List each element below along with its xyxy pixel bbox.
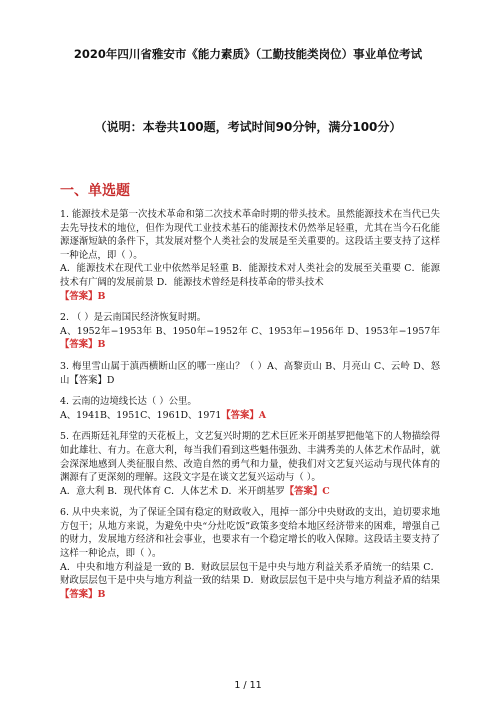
question-answer: 【答案】B — [60, 588, 106, 600]
question-answer: 【答案】D — [69, 374, 115, 386]
question-list — [60, 208, 440, 609]
question-stem: 4. 云南的边境线长达（ ）公里。 — [60, 396, 197, 408]
question-stem: 1. 能源技术是第一次技术革命和第二次技术革命时期的带头技术。虽然能源技术在当代已失去先导技术的地位，但作为现代工业技术基石的能源技术仍然举足轻重，尤其在当今石化能源逐渐短缺的条件下，其发展对整个人类社会的发展是至关重要的。这段话主要支持了这样一种论点，即（ ）。 — [60, 209, 440, 261]
question-stem: 5. 在西斯廷礼拜堂的天花板上，文艺复兴时期的艺术巨匠米开朗基罗把他笔下的人物描绘得如此雄壮、有力。在意大利，每当我们看到这些魁伟强劲、丰满秀美的人体艺术作品时，就会深深地感到人类征服自然、改造自然的勇气和力量，使我们对文艺复兴运动与现代体育的渊源有了更深刻的理解。这段文字是在谈文艺复兴运动与（ ）。 — [60, 431, 440, 484]
question-stem: 3. 梅里雪山属于滇西横断山区的哪一座山？（ ）A、高黎贡山 B、月亮山 C、云岭 D、怒山 — [60, 360, 440, 386]
page-number: 1 / 11 — [234, 680, 262, 691]
question-stem: 2. （ ）是云南国民经济恢复时期。 — [60, 312, 207, 324]
question-item — [60, 311, 440, 352]
exam-instructions: （说明：本卷共100题，考试时间90分钟，满分100分） — [94, 120, 402, 134]
question-item — [60, 208, 440, 303]
question-options: A、1952年−1953年 B、1950年−1952年 C、1953年−1956年 D、1953年−1957年 — [60, 325, 440, 337]
question-answer: 【答案】C — [284, 485, 330, 497]
question-item — [60, 506, 440, 601]
question-stem: 6. 从中央来说，为了保证全国有稳定的财政收入，甩掉一部分中央财政的支出，迫切要求地方包干；从地方来说，为避免中央“分灶吃饭”政策多变给本地区经济带来的困难，增强自己的财力，发展地方经济和社会事业，也要求有一个稳定增长的收入保障。这段话主要支持了这样一种论点，即（ ）。 — [60, 507, 440, 560]
question-options: A．能源技术在现代工业中依然举足轻重 B．能源技术对人类社会的发展至关重要 C．能源技术有广阔的发展前景 D．能源技术曾经是科技革命的带头技术 — [60, 263, 440, 288]
question-answer: 【答案】B — [60, 290, 106, 302]
section-heading: 一、单选题 — [60, 183, 130, 199]
question-answer: 【答案】A — [221, 409, 267, 421]
exam-title: 2020年四川省雅安市《能力素质》（工勤技能类岗位）事业单位考试 — [73, 47, 423, 61]
question-item — [60, 360, 440, 387]
question-answer: 【答案】B — [60, 339, 106, 351]
question-options: A、1941B、1951C、1961D、1971 — [60, 409, 222, 421]
question-item — [60, 430, 440, 498]
question-options: A．中央和地方利益是一致的 B．财政层层包干是中央与地方利益关系矛盾统一的结果 C．财政层层包干是中央与地方利益一致的结果 D．财政层层包干是中央与地方利益矛盾的结果 — [60, 561, 440, 587]
question-options: A．意大利 B．现代体育 C．人体艺术 D．米开朗基罗 — [60, 485, 285, 497]
question-item — [60, 395, 440, 422]
